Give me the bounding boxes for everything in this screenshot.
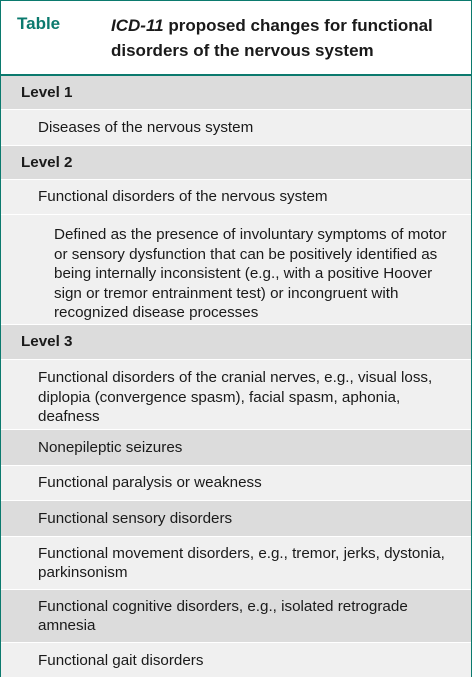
list-item	[1, 501, 471, 537]
list-item	[1, 180, 471, 215]
level-row	[1, 325, 471, 360]
table-title	[111, 13, 461, 63]
list-item	[1, 430, 471, 466]
list-item	[1, 643, 471, 677]
item-text: Diseases of the nervous system	[38, 118, 254, 136]
item-text: Functional disorders of the cranial nerves, e.g., visual loss, diplopia (convergence spasm), facial spasm, aphonia, deafness	[38, 369, 433, 425]
item-text: Functional disorders of the nervous system	[38, 188, 328, 206]
level-label: Level 2	[21, 153, 73, 171]
item-text: Defined as the presence of involuntary symptoms of motor or sensory dysfunction that can be positively identified as being internally inconsistent (e.g., with a positive Hoover sign or tremor entrainment test) or incongruent with recognized disease processes	[54, 226, 447, 321]
list-item	[1, 590, 471, 643]
table-label: Table	[17, 14, 61, 33]
list-item	[1, 110, 471, 146]
item-text: Functional gait disorders	[38, 652, 204, 669]
title-rest: proposed changes for functional disorders of the nervous system	[111, 16, 433, 60]
item-text: Functional paralysis or weakness	[38, 474, 262, 492]
title-prefix: ICD-11	[111, 16, 164, 35]
level-row	[1, 76, 471, 110]
table-header	[1, 1, 471, 76]
item-text: Functional movement disorders, e.g., tremor, jerks, dystonia, parkinsonism	[38, 544, 445, 581]
item-text: Functional sensory disorders	[38, 509, 233, 527]
list-item	[1, 360, 471, 430]
level-label: Level 3	[21, 333, 73, 351]
item-text: Functional cognitive disorders, e.g., isolated retrograde amnesia	[38, 597, 408, 634]
item-text: Nonepileptic seizures	[38, 438, 183, 456]
level-row	[1, 146, 471, 180]
list-subitem	[1, 215, 471, 325]
list-item	[1, 537, 471, 590]
list-item	[1, 466, 471, 501]
level-label: Level 1	[21, 83, 73, 101]
